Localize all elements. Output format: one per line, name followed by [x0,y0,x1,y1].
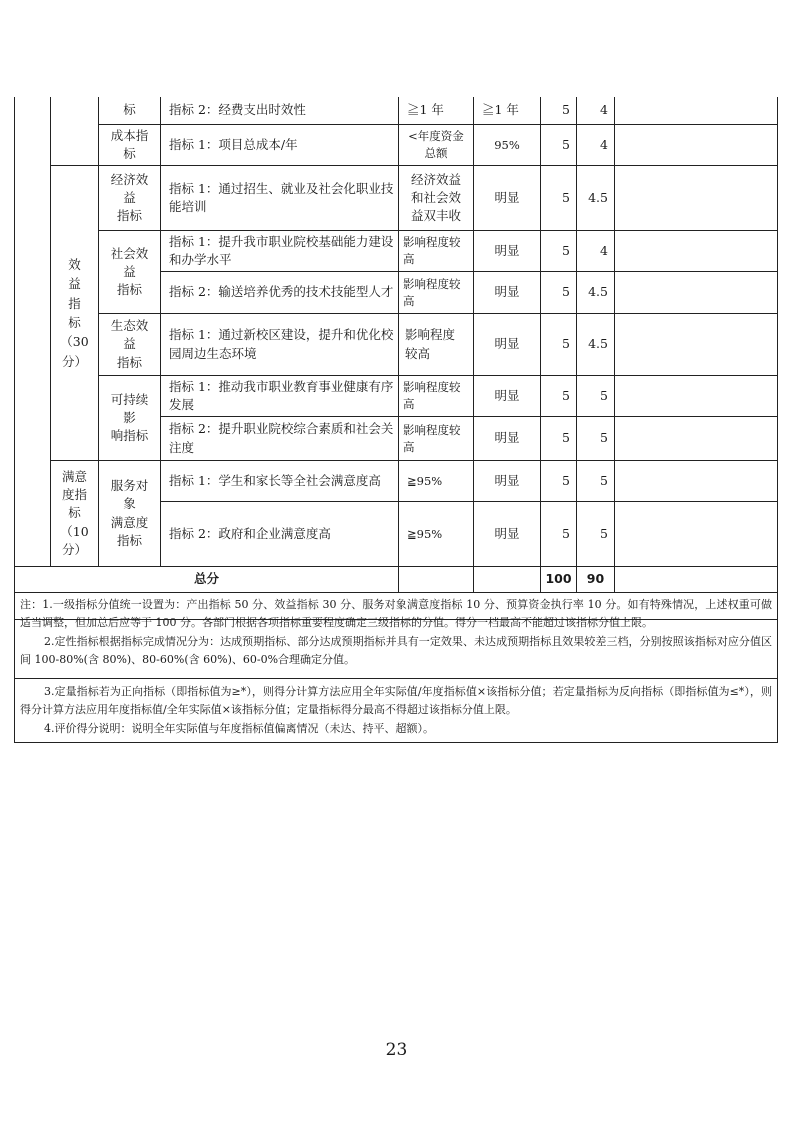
weight-cell: 5 [562,387,570,403]
target-cell: ≧1 年 [407,102,444,118]
level2-satisfaction-cell: 满意 度指 标 （10 分） [60,469,89,557]
weight-cell: 5 [562,189,570,205]
level3-cell-cost: 成本指 标 [110,127,149,161]
indicator-cell: 指标 2：提升职业院校综合素质和社会关注度 [169,421,394,455]
level3-cell-sustain: 可持续 影 响指标 [110,391,149,444]
target-cell: 影响程度较高 [405,327,456,361]
indicator-cell: 指标 2：政府和企业满意度高 [169,525,331,541]
level2-benefit-cell: 效 益 指 标 （30 分） [60,256,89,369]
actual-cell: 明显 [494,284,520,300]
actual-cell: 明显 [494,525,520,541]
total-weight: 100 [545,571,572,587]
score-cell: 5 [600,430,608,446]
page-number: 23 [385,1040,408,1060]
score-cell: 5 [600,387,608,403]
weight-cell: 5 [562,472,570,488]
indicator-cell: 指标 1：项目总成本/年 [169,136,298,152]
note-3: 3.定量指标若为正向指标（即指标值为≥*），则得分计算方法应用全年实际值/年度指标值×该指标分值；若定量指标为反向指标（即指标值为≤*），则得分计算方法应用年度指标值/全年实际值×该指标分值；定量指标得分最高不得超过该指标分值上限。 [20,685,772,716]
score-cell: 4 [600,102,608,118]
indicator-cell: 指标 1：学生和家长等全社会满意度高 [169,472,381,488]
target-cell: 经济效益和社会效益双丰收 [410,171,461,224]
actual-cell: 明显 [494,242,520,258]
level3-cell-eco: 生态效 益 指标 [110,318,149,370]
target-cell: ≧95% [407,473,443,488]
note-4: 4.评价得分说明：说明全年实际值与年度指标值偏离情况（未达、持平、超额）。 [44,722,434,735]
score-cell: 4.5 [588,189,608,205]
score-cell: 5 [600,472,608,488]
actual-cell: 95% [494,137,520,152]
actual-cell: ≧1 年 [482,102,519,118]
indicator-cell: 指标 1：通过招生、就业及社会化职业技能培训 [169,180,394,214]
score-cell: 4.5 [588,336,608,352]
score-cell: 4 [600,136,608,152]
note-1: 注：1.一级指标分值统一设置为：产出指标 50 分、效益指标 30 分、服务对象满意度指标 10 分、预算资金执行率 10 分。如有特殊情况，上述权重可做适当调整，但加总后应等于 100 分。各部门根据各项指标重要程度确定三级指标的分值。得分一档最高不能超过该指标分值上限。 [20,598,772,629]
actual-cell: 明显 [494,430,520,446]
weight-cell: 5 [562,102,570,118]
target-cell: 影响程度较高 [403,422,461,454]
indicator-cell: 指标 1：提升我市职业院校基础能力建设和办学水平 [169,233,394,267]
actual-cell: 明显 [494,387,520,403]
target-cell: 影响程度较高 [403,276,461,308]
weight-cell: 5 [562,284,570,300]
weight-cell: 5 [562,525,570,541]
total-label: 总分 [193,571,219,587]
score-cell: 4 [600,242,608,258]
note-2: 2.定性指标根据指标完成情况分为：达成预期指标、部分达成预期指标并具有一定效果、未达成预期指标且效果较差三档，分别按照该指标对应分值区间 100-80%(含 80%)、80-60%(含 60%)、60-0%合理确定分值。 [20,635,772,666]
weight-cell: 5 [562,242,570,258]
level3-cell-economic: 经济效 益 指标 [110,171,149,224]
actual-cell: 明显 [494,189,520,205]
indicator-cell: 指标 1：推动我市职业教育事业健康有序发展 [169,378,394,412]
level3-cell-service: 服务对 象 满意度 指标 [110,478,149,548]
actual-cell: 明显 [494,472,520,488]
target-cell: 影响程度较高 [403,380,461,411]
level3-cell-timeliness: 标 [123,102,136,118]
target-cell: ≧95% [407,526,443,541]
total-score: 90 [586,571,605,587]
weight-cell: 5 [562,336,570,352]
indicator-cell: 指标 1：通过新校区建设，提升和优化校园周边生态环境 [169,327,394,361]
weight-cell: 5 [562,430,570,446]
level3-cell-social: 社会效 益 指标 [110,245,149,298]
target-cell: 影响程度较高 [403,235,461,266]
actual-cell: 明显 [494,336,520,352]
target-cell: <年度资金总额 [408,129,464,160]
weight-cell: 5 [562,136,570,152]
score-cell: 4.5 [588,284,608,300]
indicator-cell: 指标 2：经费支出时效性 [169,102,306,118]
score-cell: 5 [600,525,608,541]
indicator-cell: 指标 2：输送培养优秀的技术技能型人才 [169,284,394,300]
